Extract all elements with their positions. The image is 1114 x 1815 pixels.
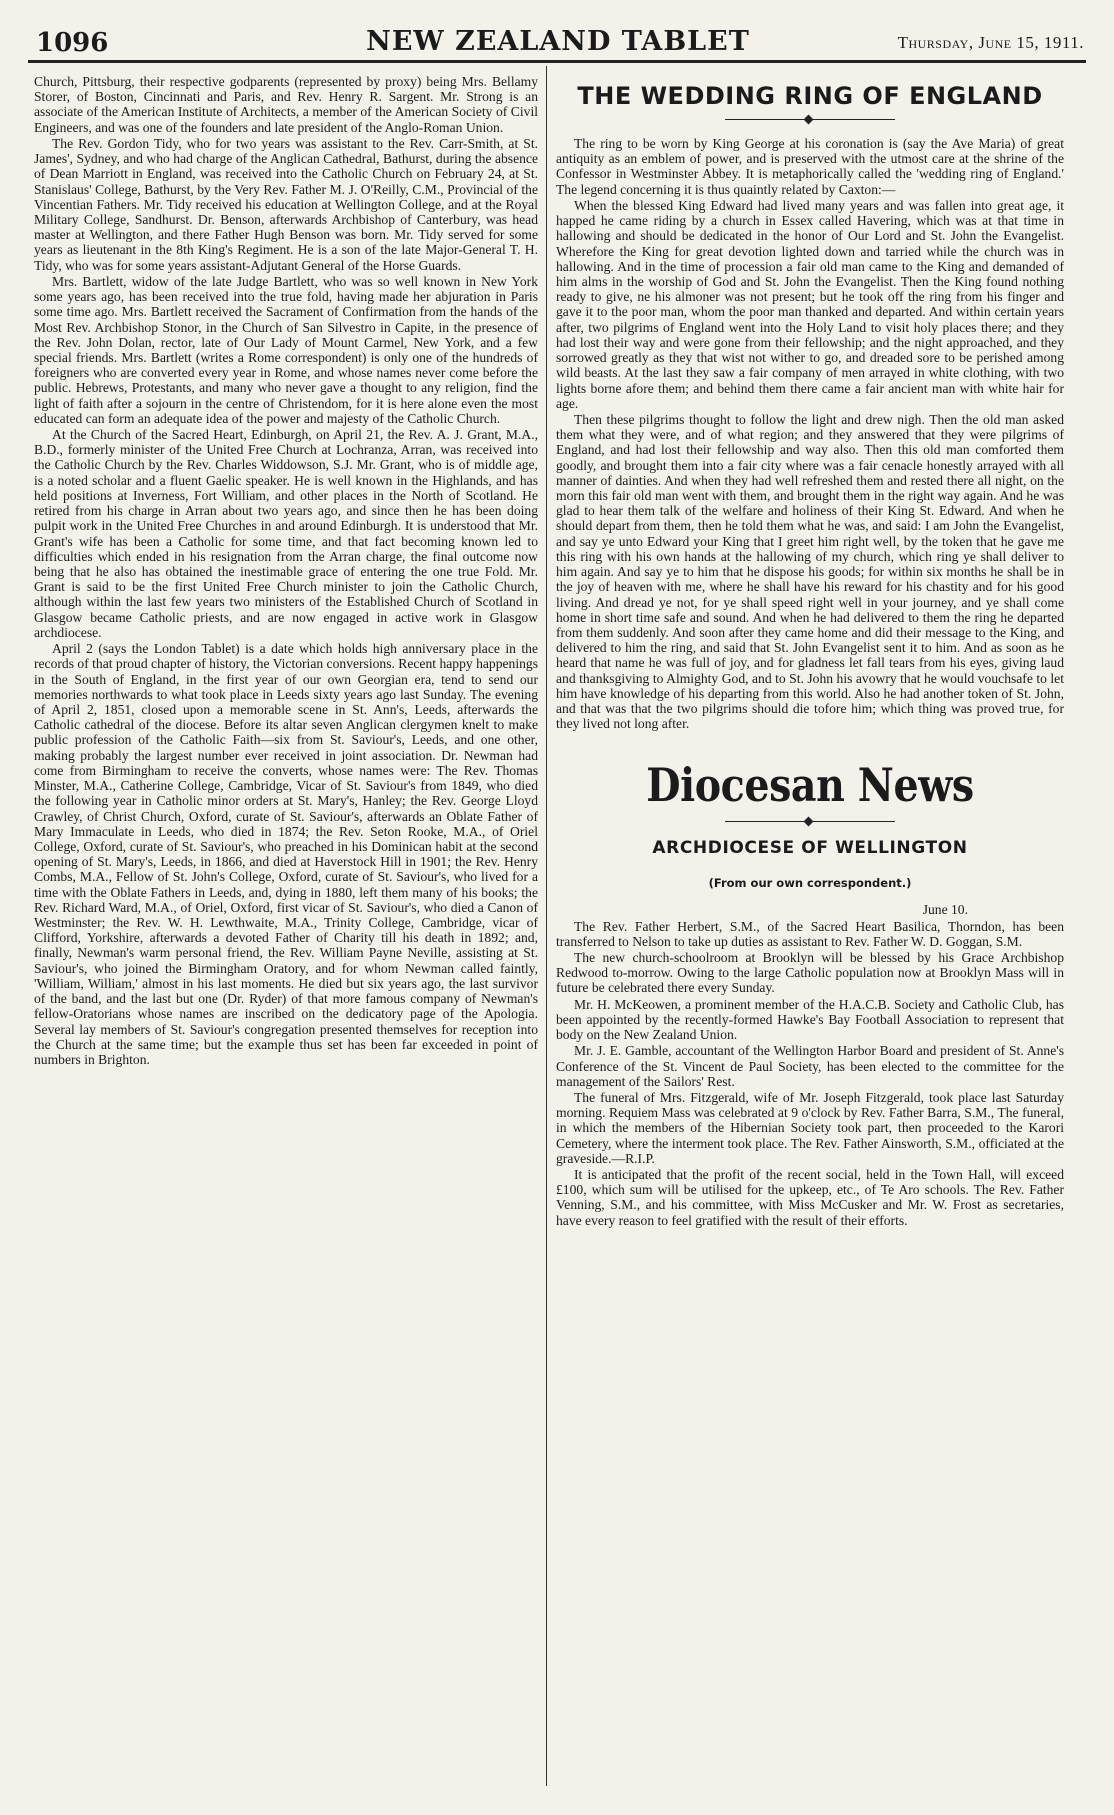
- news-item: It is anticipated that the profit of the recent social, held in the Town Hall, will exceed £100, which sum will be utilised for the upkeep, etc., of Te Aro schools. The Rev. Father Venning, S.M., and his committee, with Miss McCusker and Mr. W. Frost as secretaries, have every reason to feel gratified with the result of their efforts.: [556, 1167, 1064, 1228]
- masthead: [28, 20, 1088, 62]
- article-paragraph: Then these pilgrims thought to follow the light and drew nigh. Then the old man asked them what they were, and of what region; and they answered that they were pilgrims of England, and had lost their fellowship and way also. Then this old man comforted them goodly, and brought them into a fair city where was a fair cenacle honestly arrayed with all manner of dainties. And when they had well refreshed them and rested there all night, on the morn this fair old man went with them, and brought them in the right way again. And he was glad to hear them talk of the welfare and holiness of their King St. Edward. And when he should depart from them, then he told them what he was, and said: I am John the Evangelist, and say ye unto Edward your King that I greet him right well, by the token that he gave me this ring with his own hands at the hallowing of my church, which ring ye shall deliver to him again. And say ye to him that he dispose his goods; for within six months he shall be in the joy of heaven with me, where he shall have his reward for his chastity and for his good living. And dread ye not, for ye shall speed right well in your journey, and ye shall come home in short time safe and sound. And when he had delivered to them the ring he departed from them suddenly. And soon after they came home and did their message to the King, and delivered to him the ring, and said that St. John Evangelist sent it to him. And as soon as he heard that name he was full of joy, and for gladness let fall tears from his eyes, giving laud and thanksgiving to Almighty God, and to St. John his avowry that he would vouchsafe to let him have knowledge of his departing from this world. Also he had another token of St. John, and that was that the two pilgrims should die tofore him; which thing was proved true, for they lived not long after.: [556, 411, 1064, 732]
- news-item: The funeral of Mrs. Fitzgerald, wife of Mr. Joseph Fitzgerald, took place last Saturday morning. Requiem Mass was celebrated at 9 o'clock by Rev. Father Barra, S.M., The funeral, in which the members of the Hibernian Society took part, then proceeded to the Karori Cemetery, where the interment took place. The Rev. Father Ainsworth, S.M., officiated at the graveside.—R.I.P.: [556, 1089, 1064, 1166]
- news-item: Mr. J. E. Gamble, accountant of the Wellington Harbor Board and president of St. Anne's Conference of the St. Vincent de Paul Society, has been elected to the committee for the management of the Sailors' Rest.: [556, 1043, 1064, 1089]
- article-paragraph: At the Church of the Sacred Heart, Edinburgh, on April 21, the Rev. A. J. Grant, M.A., B.D., formerly minister of the United Free Church at Lochranza, Arran, was received into the Catholic Church by the Rev. Charles Widdowson, S.J. Mr. Grant, who is of middle age, is a noted scholar and a fluent Gaelic speaker. He is well known in the Highlands, and has held positions at Inverness, Fort William, and other places in the North of Scotland. He retired from his charge in Arran about two years ago, and since then he has been doing pulpit work in the United Free Churches in and around Edinburgh. It is understood that Mr. Grant's wife has been a Catholic for some time, and that fact becoming known led to difficulties which ended in his resignation from the Arran charge, the final outcome now being that he also has obtained the inestimable grace of entering the one true Fold. Mr. Grant is said to be the first United Free Church minister to join the Catholic Church, although within the last few years two ministers of the Established Church of Scotland in Glasgow became Catholic priests, and are now engaged in active work in Glasgow archdiocese.: [34, 427, 538, 640]
- article-paragraph: The ring to be worn by King George at his coronation is (say the Ave Maria) of great antiquity as an emblem of power, and is preserved with the utmost care at the shrine of the Confessor in Westminster Abbey. It is metaphorically called the 'wedding ring of England.' The legend concerning it is thus quaintly related by Caxton:—: [556, 136, 1064, 197]
- masthead-rule: [28, 60, 1086, 63]
- page-number: 1096: [36, 28, 109, 58]
- issue-date: Thursday, June 15, 1911.: [897, 33, 1084, 52]
- article-paragraph: April 2 (says the London Tablet) is a date which holds high anniversary place in the records of that proud chapter of history, the Victorian conversions. Recent happy happenings in the South of England, in the first year of our own Georgian era, tend to send our memories northwards to what took place in Leeds sixty years ago last Sunday. The evening of April 2, 1851, closed upon a memorable scene in St. Ann's, Leeds, afterwards the Catholic cathedral of the diocese. Before its altar seven Anglican clergymen knelt to make public profession of the Catholic Faith—six from St. Saviour's, Leeds, and one other, making probably the largest number ever received in joint association. Dr. Newman had come from Birmingham to receive the converts, whose names were: The Rev. Thomas Minster, M.A., Catherine College, Cambridge, Vicar of St. Saviour's from 1849, who died the following year in Catholic minor orders at St. Mary's, Hanley; the Rev. George Lloyd Crawley, of Christ Church, Oxford, curate of St. Saviour's, afterwards an Oblate Father of Mary Immaculate in Leeds, who died in 1874; the Rev. Seton Rooke, M.A., of Oriel College, Oxford, curate of St. Saviour's, who preached in his Dominican habit at the second opening of St. Mary's, Leeds, in 1866, and died at Haverstock Hill in 1901; the Rev. Henry Combs, M.A., Fellow of St. John's College, Oxford, curate of St. Saviour's, who lived for a time with the Oblate Fathers in Leeds, and, dying in 1880, left them many of his books; the Rev. Richard Ward, M.A., of Oriel, Oxford, first vicar of St. Saviour's, who died a Canon of Westminster; the Rev. W. H. Lewthwaite, M.A., Trinity College, Cambridge, vicar of Clifford, Yorkshire, afterwards a devoted Father of Charity till his death in 1892; and, finally, Newman's warm personal friend, the Rev. William Payne Neville, assisting at St. Saviour's, who joined the Birmingham Oratory, and for whom Newman called faintly, 'William, William,' almost in his last moments. He died but six years ago, the last survivor of the band, and the last but one (Dr. Ryder) of that more famous company of Newman's fellow-Oratorians whose names are inscribed on the dedicatory page of the Apologia. Several lay members of St. Saviour's congregation presented themselves for reception into the Church at the same time; but the example thus set has been far exceeded in point of numbers in Brighton.: [34, 641, 538, 1067]
- wedding-ring-headline: THE WEDDING RING OF ENGLAND: [577, 82, 1043, 110]
- ornament-divider: [725, 116, 895, 124]
- left-column: [34, 74, 538, 1067]
- article-paragraph: The Rev. Gordon Tidy, who for two years was assistant to the Rev. Carr-Smith, at St. James', Sydney, and who had charge of the Anglican Cathedral, Bathurst, during the absence of Dean Marriott in England, was received into the Catholic Church on February 24, at St. Stanislaus' College, Bathurst, by the Very Rev. Father M. J. O'Reilly, C.M., Provincial of the Vincentian Fathers. Mr. Tidy received his education at Wellington College, and at the Royal Military College, Sandhurst. Dr. Benson, afterwards Archbishop of Canterbury, was head master at Wellington, and there Father Hugh Benson was born. Mr. Tidy served for some years as lieutenant in the 8th King's Regiment. He is a son of the late Major-General T. H. Tidy, who was for some years assistant-Adjutant General of the Horse Guards.: [34, 135, 538, 273]
- news-item: The new church-schoolroom at Brooklyn will be blessed by his Grace Archbishop Redwood to-morrow. Owing to the large Catholic population now at Brooklyn Mass will in future be celebrated there every Sunday.: [556, 949, 1064, 996]
- dateline: June 10.: [922, 901, 968, 917]
- news-item: The Rev. Father Herbert, S.M., of the Sacred Heart Basilica, Thorndon, has been transferred to Nelson to take up duties as assistant to Rev. Father W. D. Goggan, S.M.: [556, 918, 1064, 949]
- article-paragraph: Church, Pittsburg, their respective godparents (represented by proxy) being Mrs. Bellamy Storer, of Boston, Cincinnati and Paris, and Rev. Henry R. Sargent. Mr. Strong is an associate of the American Institute of Architects, a member of the American Society of Civil Engineers, and was one of the founders and late president of the Anglo-Roman Union.: [34, 74, 538, 135]
- news-item: Mr. H. McKeowen, a prominent member of the H.A.C.B. Society and Catholic Club, has been appointed by the recently-formed Hawke's Bay Football Association to represent that body on the New Zealand Union.: [556, 996, 1064, 1043]
- column-divider: [546, 66, 547, 1786]
- ornament-divider: [725, 818, 895, 826]
- correspondent-line: (From our own correspondent.): [708, 875, 912, 890]
- archdiocese-subheading: ARCHDIOCESE OF WELLINGTON: [652, 837, 968, 858]
- diocesan-news-headline: Diocesan News: [646, 757, 974, 812]
- right-column: [556, 74, 1064, 1228]
- paper-title: NEW ZEALAND TABLET: [366, 26, 750, 57]
- article-paragraph: Mrs. Bartlett, widow of the late Judge Bartlett, who was so well known in New York some years ago, has been received into the true fold, having made her abjuration in Paris some time ago. Mrs. Bartlett received the Sacrament of Confirmation from the hands of the Most Rev. Archbishop Stonor, in the Church of San Silvestro in Capite, in the presence of the Rev. John Dolan, rector, late of Our Lady of Mount Carmel, New York, and a few special friends. Mrs. Bartlett (writes a Rome correspondent) is only one of the hundreds of foreigners who are converted every year in Rome, and whose names never come before the public. Hebrews, Protestants, and many who never gave a thought to any religion, find the light of faith after a sojourn in the centre of Christendom, for it is here alone even the most educated can form an adequate idea of the power and majesty of the Catholic Church.: [34, 273, 538, 426]
- article-paragraph: When the blessed King Edward had lived many years and was fallen into great age, it happed he came riding by a church in Essex called Havering, which was at that time in hallowing and should be dedicated in the honor of Our Lord and St. John the Evangelist. Wherefore the King for great devotion lighted down and tarried while the church was in hallowing. And in the time of procession a fair old man came to the King and demanded of him alms in the worship of God and St. John the Evangelist. Then the King found nothing ready to give, ne his almoner was not present; but he took off the ring from his finger and gave it to the poor man, whom the poor man thanked and departed. And within certain years after, two pilgrims of England went into the Holy Land to visit holy places there; and they had lost their way and were gone from their fellowship; and the night approached, and they sorrowed greatly as they that wist not wither to go, and dreaded sore to be perished among wild beasts. At the last they saw a fair company of men arrayed in white clothing, with two lights borne afore them; and behind them there came a fair ancient man with white hair for age.: [556, 197, 1064, 411]
